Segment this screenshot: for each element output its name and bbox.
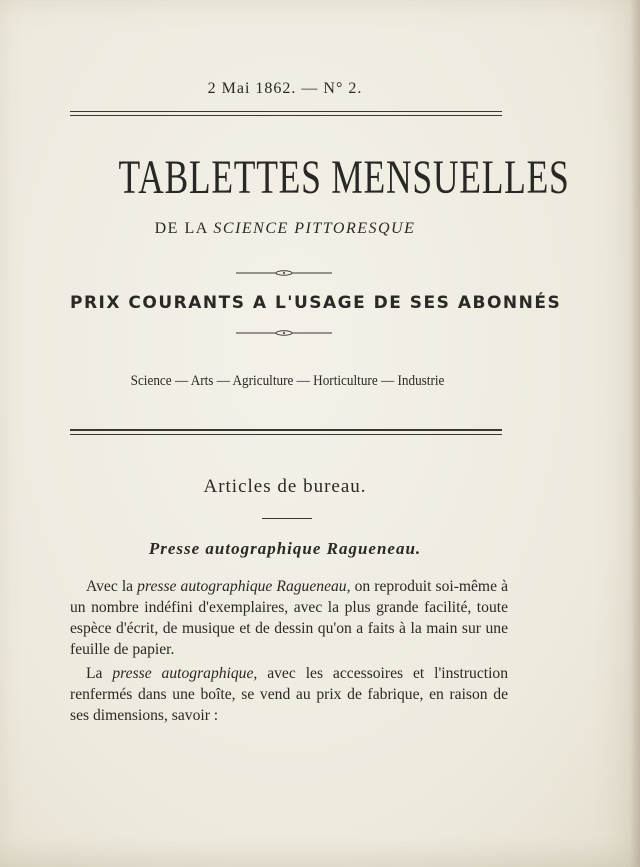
masthead-title: TABLETTES MENSUELLES [118, 151, 570, 204]
paragraph-1 [70, 576, 508, 660]
masthead-subtitle [70, 220, 500, 238]
prix-courants-heading: PRIX COURANTS A L'USAGE DE SES ABONNÉS [70, 293, 562, 313]
paragraph-2 [70, 663, 508, 726]
categories-line: Science — Arts — Agriculture — Horticulture — Industrie [130, 373, 445, 389]
p1-italic: presse autographique Ragueneau, [137, 578, 351, 595]
section-heading: Articles de bureau. [203, 476, 367, 497]
section-short-rule [262, 518, 312, 519]
ornament-rule-top [236, 270, 332, 276]
dateline: 2 Mai 1862. — N° 2. [207, 80, 363, 97]
subtitle-prefix: DE LA [154, 220, 214, 237]
ornament-rule-bottom [236, 330, 332, 336]
p2-text-a: La [86, 665, 113, 682]
p1-text-b: on reproduit soi-même à un nombre indéfini d'exemplaires, avec la plus grande facilité, toute espèce d'écrit, de musique et de dessin qu'on a faits à la main sur une feuille de papier. [70, 578, 508, 658]
p2-italic: presse autographique, [112, 665, 258, 682]
masthead-bottom-rule [70, 429, 502, 435]
subtitle-italic: SCIENCE PITTORESQUE [213, 220, 416, 237]
header-double-rule [70, 111, 502, 116]
product-heading: Presse autographique Ragueneau. [148, 539, 422, 558]
p2-text-b: avec les accessoires et l'instruction renfermés dans une boîte, se vend au prix de fabrique, en raison de ses dimensions, savoir : [70, 665, 509, 724]
page-edge-shadow [630, 0, 640, 867]
p1-text-a: Avec la [86, 578, 138, 595]
